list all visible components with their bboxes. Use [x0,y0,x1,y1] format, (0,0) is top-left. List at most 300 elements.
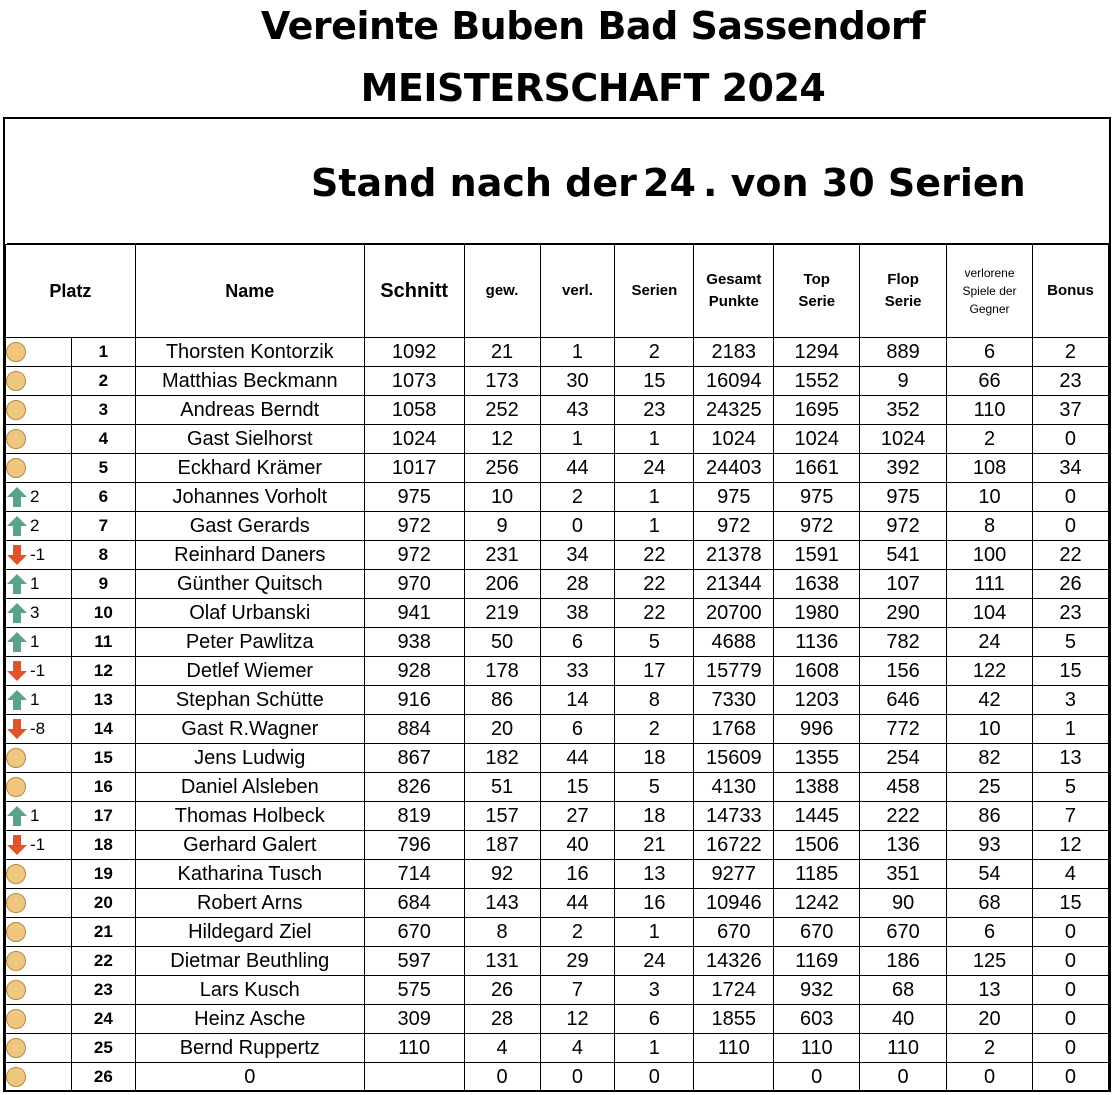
verl-cell: 2 [540,483,615,512]
rank-change: 2 [30,487,40,506]
top-cell: 996 [774,715,860,744]
verl-cell: 33 [540,657,615,686]
gew-cell: 131 [464,947,540,976]
name-cell: Günther Quitsch [135,570,364,599]
gesamt-cell: 16722 [694,831,774,860]
verl-sp-cell: 0 [947,1063,1033,1092]
gesamt-cell: 24325 [694,396,774,425]
trend-cell [6,860,72,889]
rank-cell: 13 [71,686,135,715]
trend-cell [6,338,72,367]
schnitt-cell: 941 [364,599,464,628]
top-cell: 1552 [774,367,860,396]
rank-cell: 7 [71,512,135,541]
name-cell: Reinhard Daners [135,541,364,570]
table-row [6,1005,1109,1034]
verl-sp-cell: 20 [947,1005,1033,1034]
bonus-cell: 0 [1032,947,1108,976]
schnitt-cell: 670 [364,918,464,947]
gesamt-cell: 10946 [694,889,774,918]
header-gesamt-line1: Gesamt [706,271,762,288]
header-name: Name [135,245,364,338]
serien-cell: 3 [615,976,694,1005]
gesamt-cell: 7330 [694,686,774,715]
schnitt-cell: 110 [364,1034,464,1063]
gew-cell: 0 [464,1063,540,1092]
verl-cell: 1 [540,338,615,367]
gew-cell: 4 [464,1034,540,1063]
serien-cell: 22 [615,599,694,628]
bonus-cell: 0 [1032,918,1108,947]
serien-cell: 22 [615,541,694,570]
trend-cell [6,1005,72,1034]
flop-cell: 186 [860,947,947,976]
rank-change: -1 [30,835,46,854]
flop-cell: 889 [860,338,947,367]
rank-cell: 19 [71,860,135,889]
verl-sp-cell: 10 [947,483,1033,512]
verl-cell: 12 [540,1005,615,1034]
schnitt-cell: 309 [364,1005,464,1034]
neutral-circle-icon [6,342,26,362]
verl-sp-cell: 54 [947,860,1033,889]
table-row [6,425,1109,454]
gesamt-cell: 1024 [694,425,774,454]
serien-cell: 2 [615,715,694,744]
header-flop-line1: Flop [887,271,919,288]
gesamt-cell: 2183 [694,338,774,367]
header-verl: verl. [540,245,615,338]
standings-frame [3,117,1111,1092]
verl-sp-cell: 66 [947,367,1033,396]
gew-cell: 8 [464,918,540,947]
verl-sp-cell: 13 [947,976,1033,1005]
gew-cell: 20 [464,715,540,744]
arrow-down-icon [6,718,28,740]
neutral-circle-icon [6,1038,26,1058]
table-row [6,889,1109,918]
rank-change: 1 [30,574,40,593]
name-cell: Matthias Beckmann [135,367,364,396]
rank-cell: 16 [71,773,135,802]
bonus-cell: 12 [1032,831,1108,860]
table-row [6,367,1109,396]
top-cell: 110 [774,1034,860,1063]
rank-cell: 17 [71,802,135,831]
trend-cell [6,715,72,744]
verl-sp-cell: 108 [947,454,1033,483]
gesamt-cell: 972 [694,512,774,541]
schnitt-cell: 714 [364,860,464,889]
gew-cell: 182 [464,744,540,773]
table-row [6,512,1109,541]
top-cell: 1661 [774,454,860,483]
gesamt-cell: 4130 [694,773,774,802]
rank-cell: 4 [71,425,135,454]
schnitt-cell: 928 [364,657,464,686]
top-cell: 1638 [774,570,860,599]
header-verlorene-spiele [947,245,1033,338]
arrow-up-icon [6,631,28,653]
verl-cell: 40 [540,831,615,860]
verl-cell: 34 [540,541,615,570]
verl-cell: 2 [540,918,615,947]
arrow-up-icon [6,602,28,624]
bonus-cell: 22 [1032,541,1108,570]
name-cell: 0 [135,1063,364,1092]
verl-sp-cell: 86 [947,802,1033,831]
top-cell: 932 [774,976,860,1005]
trend-cell [6,454,72,483]
bonus-cell: 23 [1032,599,1108,628]
verl-cell: 15 [540,773,615,802]
trend-cell [6,483,72,512]
schnitt-cell: 1073 [364,367,464,396]
bonus-cell: 23 [1032,367,1108,396]
table-row [6,715,1109,744]
neutral-circle-icon [6,951,26,971]
bonus-cell: 7 [1032,802,1108,831]
trend-cell [6,889,72,918]
gew-cell: 231 [464,541,540,570]
trend-cell [6,802,72,831]
table-row [6,947,1109,976]
arrow-down-icon [6,544,28,566]
rank-cell: 9 [71,570,135,599]
name-cell: Andreas Berndt [135,396,364,425]
gew-cell: 187 [464,831,540,860]
verl-cell: 14 [540,686,615,715]
verl-sp-cell: 2 [947,1034,1033,1063]
flop-cell: 458 [860,773,947,802]
arrow-up-icon [6,486,28,508]
verl-sp-cell: 24 [947,628,1033,657]
gew-cell: 86 [464,686,540,715]
serien-cell: 23 [615,396,694,425]
top-cell: 1506 [774,831,860,860]
table-row [6,860,1109,889]
rank-cell: 18 [71,831,135,860]
table-row [6,599,1109,628]
rank-cell: 6 [71,483,135,512]
bonus-cell: 1 [1032,715,1108,744]
bonus-cell: 0 [1032,976,1108,1005]
verl-sp-cell: 6 [947,918,1033,947]
trend-cell [6,541,72,570]
neutral-circle-icon [6,980,26,1000]
verl-sp-cell: 110 [947,396,1033,425]
rank-cell: 24 [71,1005,135,1034]
name-cell: Bernd Ruppertz [135,1034,364,1063]
flop-cell: 156 [860,657,947,686]
table-row [6,773,1109,802]
rank-cell: 26 [71,1063,135,1092]
gesamt-cell: 1855 [694,1005,774,1034]
table-row [6,657,1109,686]
schnitt-cell: 575 [364,976,464,1005]
schnitt-cell: 938 [364,628,464,657]
name-cell: Hildegard Ziel [135,918,364,947]
verl-cell: 44 [540,454,615,483]
bonus-cell: 0 [1032,1034,1108,1063]
top-cell: 1445 [774,802,860,831]
trend-cell [6,512,72,541]
serien-cell: 18 [615,802,694,831]
gesamt-cell: 110 [694,1034,774,1063]
rank-cell: 11 [71,628,135,657]
flop-cell: 222 [860,802,947,831]
top-cell: 670 [774,918,860,947]
trend-cell [6,831,72,860]
gesamt-cell: 20700 [694,599,774,628]
serien-cell: 1 [615,918,694,947]
flop-cell: 107 [860,570,947,599]
top-cell: 1203 [774,686,860,715]
top-cell: 1185 [774,860,860,889]
gesamt-cell: 14326 [694,947,774,976]
header-top-serie [774,245,860,338]
rank-change: 3 [30,603,40,622]
verl-sp-cell: 2 [947,425,1033,454]
verl-sp-cell: 6 [947,338,1033,367]
table-row [6,396,1109,425]
table-row [6,628,1109,657]
gew-cell: 10 [464,483,540,512]
rank-cell: 25 [71,1034,135,1063]
serien-cell: 1 [615,1034,694,1063]
top-cell: 603 [774,1005,860,1034]
flop-cell: 352 [860,396,947,425]
verl-sp-cell: 25 [947,773,1033,802]
trend-cell [6,976,72,1005]
flop-cell: 68 [860,976,947,1005]
bonus-cell: 5 [1032,628,1108,657]
flop-cell: 772 [860,715,947,744]
header-schnitt: Schnitt [364,245,464,338]
name-cell: Dietmar Beuthling [135,947,364,976]
rank-change: -1 [30,661,46,680]
table-row [6,338,1109,367]
gesamt-cell: 975 [694,483,774,512]
table-header-row [6,245,1109,338]
stand-banner [7,121,1111,245]
trend-cell [6,773,72,802]
bonus-cell: 15 [1032,657,1108,686]
gesamt-cell: 21378 [694,541,774,570]
schnitt-cell: 826 [364,773,464,802]
gesamt-cell [694,1063,774,1092]
verl-cell: 30 [540,367,615,396]
gew-cell: 219 [464,599,540,628]
rank-cell: 12 [71,657,135,686]
bonus-cell: 0 [1032,1005,1108,1034]
rank-change: 1 [30,632,40,651]
top-cell: 1591 [774,541,860,570]
name-cell: Stephan Schütte [135,686,364,715]
rank-change: -8 [30,719,46,738]
gew-cell: 51 [464,773,540,802]
schnitt-cell: 867 [364,744,464,773]
verl-sp-cell: 10 [947,715,1033,744]
gew-cell: 28 [464,1005,540,1034]
name-cell: Johannes Vorholt [135,483,364,512]
gesamt-cell: 15609 [694,744,774,773]
flop-cell: 40 [860,1005,947,1034]
schnitt-cell: 684 [364,889,464,918]
gesamt-cell: 14733 [694,802,774,831]
stand-suffix: . von 30 Serien [703,161,1026,205]
table-row [6,483,1109,512]
flop-cell: 541 [860,541,947,570]
verl-sp-cell: 104 [947,599,1033,628]
trend-cell [6,570,72,599]
gew-cell: 173 [464,367,540,396]
bonus-cell: 13 [1032,744,1108,773]
table-row [6,1063,1109,1092]
schnitt-cell: 916 [364,686,464,715]
trend-cell [6,1034,72,1063]
verl-sp-cell: 122 [947,657,1033,686]
schnitt-cell: 972 [364,541,464,570]
verl-cell: 27 [540,802,615,831]
schnitt-cell: 1017 [364,454,464,483]
top-cell: 1355 [774,744,860,773]
name-cell: Gast R.Wagner [135,715,364,744]
bonus-cell: 4 [1032,860,1108,889]
verl-cell: 1 [540,425,615,454]
stand-prefix: Stand nach der [311,161,637,205]
bonus-cell: 26 [1032,570,1108,599]
flop-cell: 9 [860,367,947,396]
table-row [6,686,1109,715]
schnitt-cell: 1092 [364,338,464,367]
table-row [6,802,1109,831]
verl-sp-cell: 8 [947,512,1033,541]
arrow-up-icon [6,805,28,827]
name-cell: Gerhard Galert [135,831,364,860]
bonus-cell: 2 [1032,338,1108,367]
arrow-up-icon [6,573,28,595]
neutral-circle-icon [6,1067,26,1087]
trend-cell [6,918,72,947]
rank-cell: 10 [71,599,135,628]
gesamt-cell: 24403 [694,454,774,483]
table-row [6,976,1109,1005]
trend-cell [6,657,72,686]
rank-cell: 21 [71,918,135,947]
arrow-up-icon [6,689,28,711]
flop-cell: 136 [860,831,947,860]
serien-cell: 16 [615,889,694,918]
verl-cell: 7 [540,976,615,1005]
schnitt-cell: 819 [364,802,464,831]
header-gesamt-line2: Punkte [708,293,759,310]
gesamt-cell: 670 [694,918,774,947]
trend-cell [6,599,72,628]
top-cell: 975 [774,483,860,512]
header-verl-sp-line2: Spiele der [962,284,1017,298]
bonus-cell: 3 [1032,686,1108,715]
flop-cell: 290 [860,599,947,628]
serien-cell: 15 [615,367,694,396]
schnitt-cell: 597 [364,947,464,976]
header-platz: Platz [6,245,136,338]
gesamt-cell: 21344 [694,570,774,599]
flop-cell: 392 [860,454,947,483]
top-cell: 1388 [774,773,860,802]
verl-sp-cell: 93 [947,831,1033,860]
gesamt-cell: 4688 [694,628,774,657]
trend-cell [6,425,72,454]
serien-cell: 6 [615,1005,694,1034]
top-cell: 1169 [774,947,860,976]
gew-cell: 143 [464,889,540,918]
flop-cell: 646 [860,686,947,715]
flop-cell: 782 [860,628,947,657]
gesamt-cell: 16094 [694,367,774,396]
header-gesamt-punkte [694,245,774,338]
header-flop-serie [860,245,947,338]
rank-cell: 23 [71,976,135,1005]
schnitt-cell: 972 [364,512,464,541]
verl-cell: 0 [540,1063,615,1092]
rank-cell: 8 [71,541,135,570]
flop-cell: 0 [860,1063,947,1092]
rank-cell: 14 [71,715,135,744]
name-cell: Peter Pawlitza [135,628,364,657]
name-cell: Eckhard Krämer [135,454,364,483]
verl-cell: 6 [540,715,615,744]
verl-sp-cell: 82 [947,744,1033,773]
verl-sp-cell: 68 [947,889,1033,918]
serien-cell: 8 [615,686,694,715]
serien-cell: 1 [615,425,694,454]
bonus-cell: 5 [1032,773,1108,802]
serien-cell: 5 [615,773,694,802]
table-row [6,570,1109,599]
table-row [6,1034,1109,1063]
neutral-circle-icon [6,429,26,449]
name-cell: Thomas Holbeck [135,802,364,831]
arrow-down-icon [6,834,28,856]
top-cell: 1136 [774,628,860,657]
name-cell: Olaf Urbanski [135,599,364,628]
schnitt-cell: 970 [364,570,464,599]
verl-sp-cell: 111 [947,570,1033,599]
header-verl-sp-line3: Gegner [969,302,1010,316]
verl-cell: 44 [540,889,615,918]
trend-cell [6,367,72,396]
verl-sp-cell: 125 [947,947,1033,976]
rank-change: 1 [30,806,40,825]
header-gew: gew. [464,245,540,338]
verl-cell: 16 [540,860,615,889]
rank-change: 1 [30,690,40,709]
flop-cell: 110 [860,1034,947,1063]
schnitt-cell: 796 [364,831,464,860]
serien-cell: 0 [615,1063,694,1092]
arrow-down-icon [6,660,28,682]
gew-cell: 178 [464,657,540,686]
table-row [6,454,1109,483]
gew-cell: 21 [464,338,540,367]
arrow-up-icon [6,515,28,537]
club-title: Vereinte Buben Bad Sassendorf [260,4,926,48]
name-cell: Thorsten Kontorzik [135,338,364,367]
flop-cell: 254 [860,744,947,773]
top-cell: 1695 [774,396,860,425]
neutral-circle-icon [6,371,26,391]
